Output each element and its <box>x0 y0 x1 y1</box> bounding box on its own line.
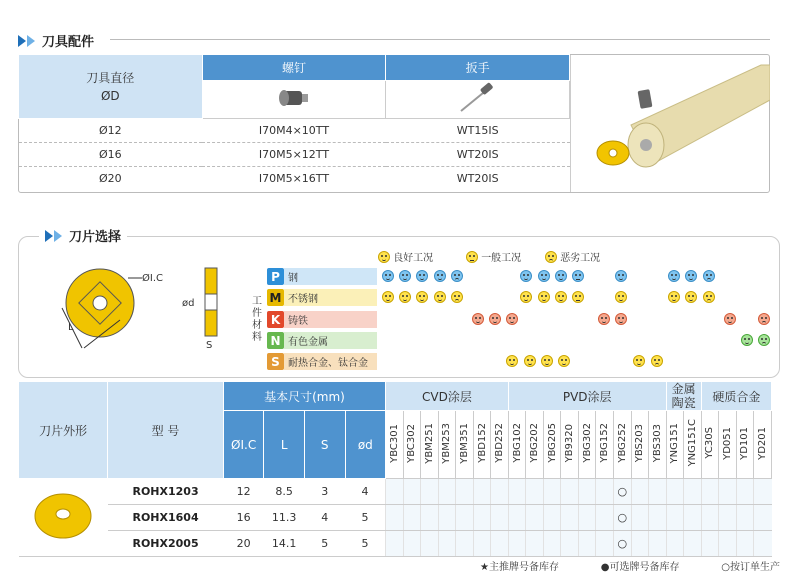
legend-good: 良好工况 <box>378 249 433 264</box>
material-row-m: M 不锈钢 <box>267 289 377 306</box>
s-label: S <box>206 340 213 351</box>
table-row: Ø16 I70M5×12TT WT20IS <box>19 143 570 167</box>
ic-label: ØI.C <box>142 273 163 284</box>
l-label: L <box>68 322 74 333</box>
shape-header: 刀片外形 <box>19 382 108 479</box>
cermet-header: 金属陶瓷 <box>666 382 701 411</box>
pvd-header: PVD涂层 <box>508 382 666 411</box>
insert-icon <box>28 486 98 546</box>
workpiece-label: 工件材料 <box>252 296 262 343</box>
table-row: ROHX1203 12 8.5 3 4 ○ <box>19 479 772 505</box>
rating-row-n <box>378 332 773 349</box>
rating-row-s <box>378 353 773 370</box>
cvd-header: CVD涂层 <box>386 382 509 411</box>
table-row: ROHX1604 16 11.3 4 5 ○ <box>19 505 772 531</box>
d-label: ød <box>182 298 195 309</box>
stock-mark: ○ <box>613 531 631 557</box>
stock-legend: ★主推牌号备库存 ●可选牌号备库存 ○按订单生产 <box>480 562 780 573</box>
stock-mark: ○ <box>613 479 631 505</box>
legend-bad: 恶劣工况 <box>545 249 600 264</box>
accessories-title: 刀具配件 <box>18 31 94 50</box>
table-row: Ø12 I70M4×10TT WT15IS <box>19 119 570 143</box>
dims-header: 基本尺寸(mm) <box>223 382 385 411</box>
insert-diagram <box>40 258 245 368</box>
material-row-k: K 铸铁 <box>267 311 377 328</box>
wrench-header: 扳手 <box>386 55 570 81</box>
wrench-image <box>386 81 570 119</box>
table-row: Ø20 I70M5×16TT WT20IS <box>98 172 499 186</box>
rating-row-m <box>378 289 773 306</box>
rating-row-k <box>378 311 773 328</box>
arrow-icon <box>18 35 36 47</box>
section-divider <box>110 39 770 40</box>
model-header: 型 号 <box>108 382 224 479</box>
stock-mark: ○ <box>613 505 631 531</box>
screw-image <box>202 81 386 119</box>
inserts-title: 刀片选择 <box>39 226 127 245</box>
wrench-icon <box>453 81 503 115</box>
diameter-header: 刀具直径 ØD <box>19 55 203 119</box>
bad-face-icon <box>545 251 557 263</box>
normal-face-icon <box>466 251 478 263</box>
material-row-n: N 有色金属 <box>267 332 377 349</box>
carbide-header: 硬质合金 <box>701 382 771 411</box>
screw-header: 螺钉 <box>202 55 386 81</box>
rating-row-p <box>378 268 773 285</box>
arrow-icon <box>45 230 63 242</box>
insert-table: 刀片外形 型 号 基本尺寸(mm) CVD涂层 PVD涂层 金属陶瓷 硬质合金 ØI.C L S ød YBC301 YBC302 YBM251 YBM253 YBM351 YBD152 YBD252 YBG102 YBG202 YBG205 YB9320 YBG302 YBG152 YBG252 YBS203 YBS303 YNG151 YNG151C YC30S YD051 YD101 YD201 ROHX1203 12 8.5 3 4 ○ ROHX1604 16 11.3 4 5 ○ ROHX2005 20 14.1 5 5 ○ <box>18 381 772 557</box>
material-row-p: P 钢 <box>267 268 377 285</box>
legend-normal: 一般工况 <box>466 249 521 264</box>
material-row-s: S 耐热合金、钛合金 <box>267 353 377 370</box>
screw-icon <box>274 83 314 113</box>
insert-shape-image <box>19 479 108 557</box>
table-row: ROHX2005 20 14.1 5 5 ○ <box>19 531 772 557</box>
accessories-table <box>18 54 570 191</box>
tool-assembly-image <box>570 55 769 192</box>
good-face-icon <box>378 251 390 263</box>
